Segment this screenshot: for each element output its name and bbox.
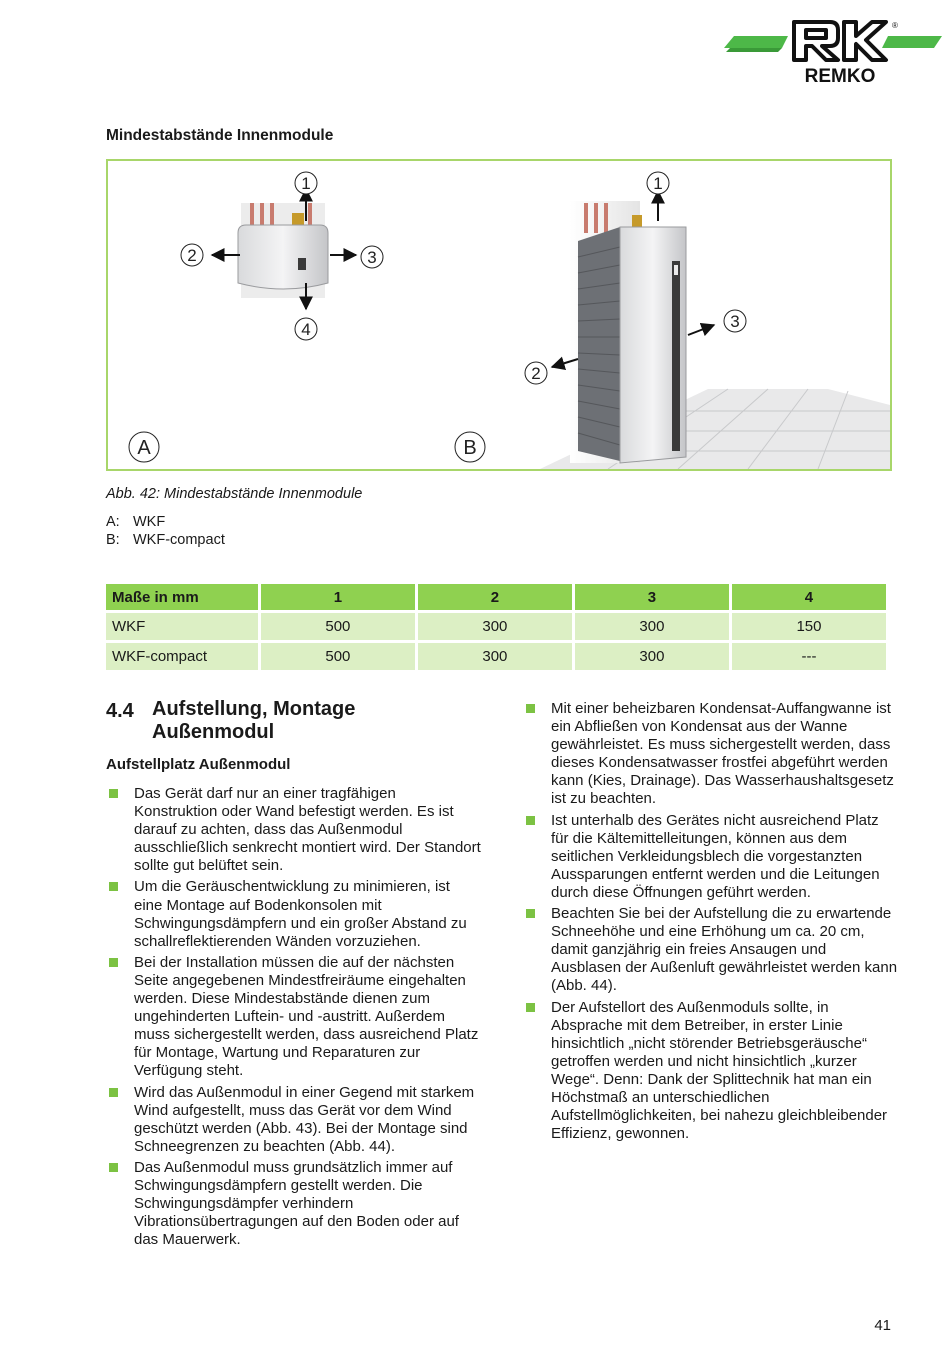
list-item [106,954,482,1081]
section-number: 4.4 [106,700,134,722]
table-header-cell: 2 [418,584,572,610]
section-title: Aufstellung, Montage Außenmodul [152,698,356,743]
table-header-cell: 1 [261,584,415,610]
table-cell: WKF-compact [106,643,258,670]
bullet-list-left [106,785,482,1252]
legend-row [106,531,225,549]
table-row [106,613,886,640]
list-item-text: Bei der Installation müssen die auf der nächsten Seite angegebenen Mindestfreiräume eingehalten werden. Diese Mindestabstände dienen zum ungehinderten Luftein- und -austritt. Außerdem muss sichergestellt werden, dass ausreichend Platz für Montage, Wartung und Reparaturen zur Verfügung steht. [134,953,479,1080]
list-item-text: Um die Geräuschentwicklung zu minimieren, ist eine Montage auf Bodenkonsolen mit Schwingungsdämpfern und ein großer Abstand zu schallreflektierenden Wänden vorzuziehen. [134,878,467,950]
table-header-cell: 4 [732,584,886,610]
table-header-row [106,584,886,610]
bullet-square-icon [109,789,118,798]
figure-legend [106,513,225,549]
legend-value: WKF-compact [133,532,225,548]
list-item-text: Der Aufstellort des Außenmoduls sollte, in Absprache mit dem Betreiber, in erster Linie hinsichtlich „nicht störender Betriebsgeräusche“ getroffen werden und nicht hinsichtlich „kurzer Wege“. Denn: Dank der Splittechnik hat man ein Höchstmaß an unterschiedlichen Aufstellmöglichkeiten, bei nahezu gleichbleibender Effizienz, gewonnen. [551,998,888,1143]
figure-caption: Abb. 42: Mindestabstände Innenmodule [106,486,363,502]
figure-min-distances [106,159,892,471]
bullet-square-icon [526,1003,535,1012]
bullet-square-icon [109,1163,118,1172]
table-header-cell: Maße in mm [106,584,258,610]
table-cell: 150 [732,613,886,640]
registered-mark: ® [892,21,898,30]
list-item [106,1084,482,1156]
table-cell: 300 [418,643,572,670]
callout-a-4: 4 [301,320,311,339]
list-item [523,812,899,902]
bullet-square-icon [109,958,118,967]
list-item [106,878,482,950]
table-cell: --- [732,643,886,670]
bullet-list-right [523,700,899,1146]
callout-a-3: 3 [367,248,377,267]
bullet-square-icon [109,882,118,891]
table-header-cell: 3 [575,584,729,610]
table-cell: 300 [418,613,572,640]
list-item [106,785,482,875]
list-item-text: Wird das Außenmodul in einer Gegend mit starkem Wind aufgestellt, muss das Gerät vor dem Wind geschützt werden (Abb. 43). Bei der Montage sind Schneegrenzen zu beachten (Abb. 44). [134,1083,475,1155]
callout-b-2: 2 [531,364,541,383]
list-item-text: Das Außenmodul muss grundsätzlich immer auf Schwingungsdämpfern gestellt werden. Die Schwingungsdämpfer verhindern Vibrationsübertragungen auf den Boden oder auf das Mauerwerk. [134,1158,459,1249]
list-item [523,905,899,995]
callout-a-1: 1 [301,174,311,193]
callout-b-3: 3 [730,312,740,331]
section-heading: Mindestabstände Innenmodule [106,127,334,144]
list-item-text: Ist unterhalb des Gerätes nicht ausreichend Platz für die Kältemittelleitungen, können aus dem seitlichen Verkleidungsblech die vorgestanzten Aussparungen entfernt werden und die Leitungen durch diese Öffnungen geführt werden. [551,811,880,901]
legend-value: WKF [133,514,166,530]
callout-b-1: 1 [653,174,663,193]
callout-a-2: 2 [187,246,197,265]
table-cell: 500 [261,643,415,670]
bullet-square-icon [109,1088,118,1097]
dimensions-table [103,581,889,673]
legend-key: A: [106,514,120,530]
remko-logo [722,18,944,86]
bullet-square-icon [526,816,535,825]
table-cell: 300 [575,643,729,670]
table-cell: 500 [261,613,415,640]
logo-wordmark: REMKO [804,66,876,86]
list-item-text: Mit einer beheizbaren Kondensat-Auffangwanne ist ein Abfließen von Kondensat aus der Wanne gewährleistet. Es muss sichergestellt werden, dass dieses Kondensatwasser frostfei abgeführt werden kann (Kies, Drainage). Das Wasserhaushaltsgesetz ist zu beachten. [551,700,894,808]
wkf-compact-floor-unit-illustration [540,201,890,469]
legend-row [106,513,225,531]
sub-heading: Aufstellplatz Außenmodul [106,756,291,773]
legend-key: B: [106,532,120,548]
figure-label-a: A [137,437,151,459]
table-cell: WKF [106,613,258,640]
table-cell: 300 [575,613,729,640]
list-item [523,999,899,1144]
list-item-text: Das Gerät darf nur an einer tragfähigen Konstruktion oder Wand befestigt werden. Es ist darauf zu achten, dass das Außenmodul ausschließlich senkrecht montiert wird. Der Standort sollte gut belüftet sein. [134,785,481,875]
bullet-square-icon [526,704,535,713]
page-number: 41 [874,1317,891,1334]
list-item [106,1159,482,1249]
list-item [523,700,899,809]
bullet-square-icon [526,909,535,918]
table-row [106,643,886,670]
wkf-wall-unit-illustration [238,203,328,298]
figure-label-b: B [463,437,477,459]
list-item-text: Beachten Sie bei der Aufstellung die zu erwartende Schneehöhe und eine Erhöhung um ca. 20 cm, damit ganzjährig ein freies Ansaugen und Ausblasen der Außenluft gewährleistet werden kann (Abb. 44). [551,905,898,995]
